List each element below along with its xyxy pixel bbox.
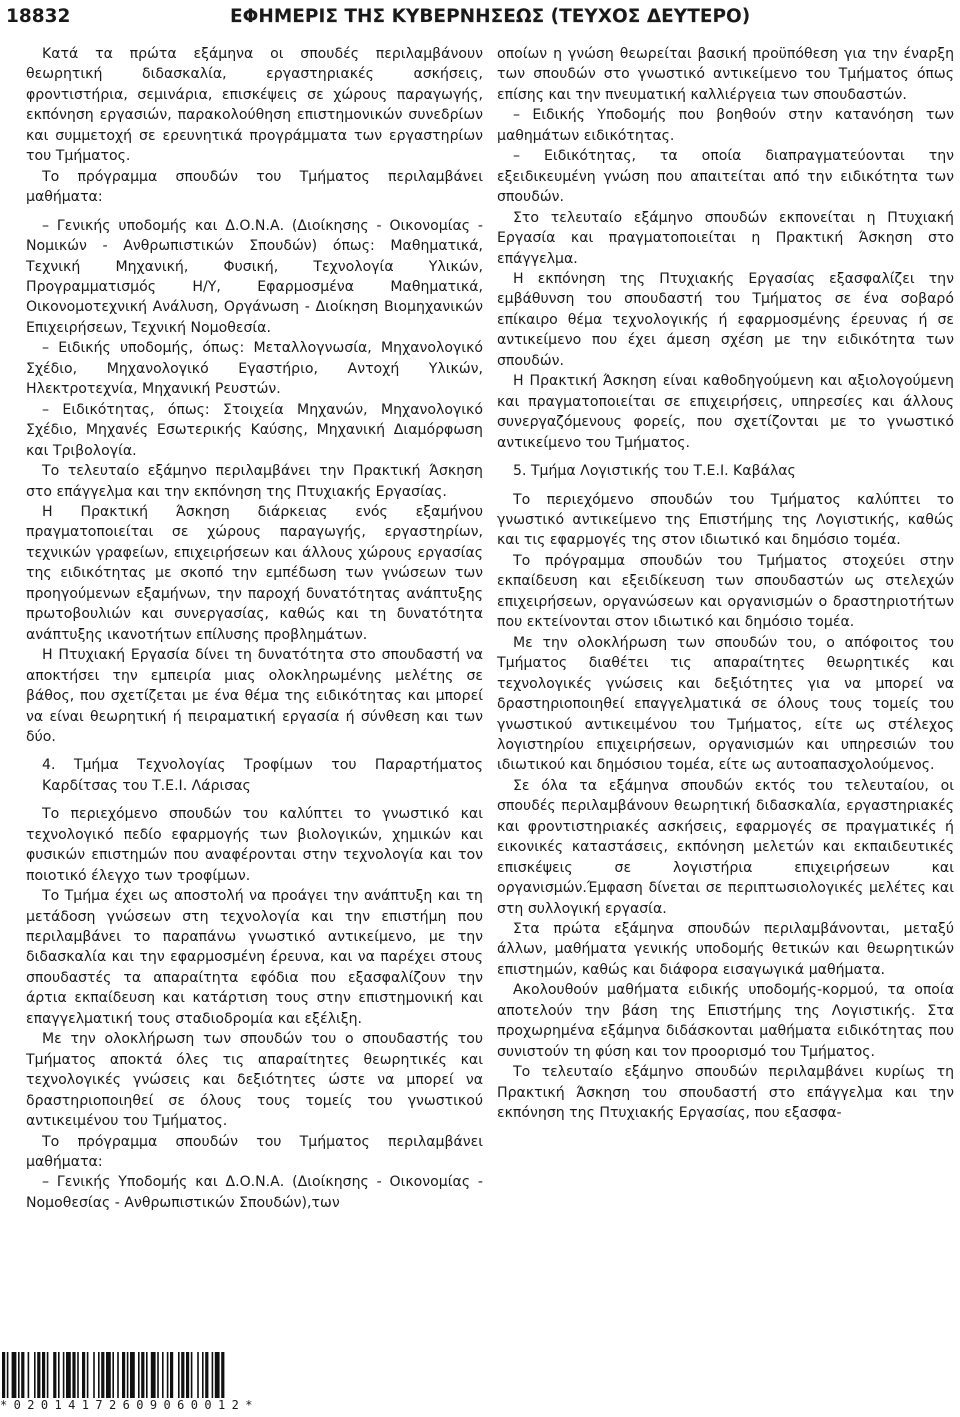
- paragraph: Η εκπόνηση της Πτυχιακής Εργασίας εξασφαλίζει την εμβάθυνση του σπουδαστή του Τμήματος σε ένα σοβαρό επίκαιρο θέμα τεχνολογικής ή εφαρμοσμένης έρευνας ή σε αντικείμενο που έχει άμεση σχέση με την ειδικότητα των σπουδών.: [497, 270, 954, 369]
- paragraph: Στα πρώτα εξάμηνα σπουδών περιλαμβάνονται, μεταξύ άλλων, μαθήματα γενικής υποδομής θετικών και θεωρητικών επιστημών, καθώς και διάφορα εισαγωγικά μαθήματα.: [497, 921, 954, 978]
- paragraph: Η Πρακτική Άσκηση είναι καθοδηγούμενη και αξιολογούμενη και πραγματοποιείται σε επιχειρήσεις, υπηρεσίες και άλλους συνεργαζόμενους φορείς, που σχετίζονται με το γνωστικό αντικείμενο του Τμήματος.: [497, 373, 954, 451]
- barcode-bar: [28, 1352, 30, 1398]
- barcode-bar: [47, 1352, 49, 1398]
- paragraph: Το πρόγραμμα σπουδών του Τμήματος περιλαμβάνει μαθήματα:: [26, 168, 483, 206]
- paragraph: – Ειδικότητας, όπως: Στοιχεία Μηχανών, Μηχανολογικό Σχέδιο, Μηχανές Εσωτερικής Καύσης, Μηχανική Διαμόρφωση και Τριβολογία.: [26, 401, 483, 459]
- barcode-bar: [205, 1352, 208, 1398]
- barcode-bar: [170, 1352, 173, 1398]
- barcode-bar: [2, 1352, 5, 1398]
- barcode-bar: [122, 1352, 125, 1398]
- barcode-bar: [212, 1352, 214, 1398]
- barcode-bar: [12, 1352, 17, 1398]
- page-header: [0, 0, 960, 40]
- paragraph: Το τελευταίο εξάμηνο σπουδών περιλαμβάνει κυρίως τη Πρακτική Άσκηση του σπουδαστή στο επάγγελμα και την εκπόνηση της Πτυχιακής Εργασίας, που εξασφα-: [497, 1064, 954, 1122]
- paragraph: Η Πρακτική Άσκηση διάρκειας ενός εξαμήνου πραγματοποιείται σε χώρους παραγωγής, εργαστηρίων, τεχνικών γραφείων, επιχειρήσεων και άλλους χώρους εργασίας της ειδικότητας με σκοπό την εμπέδωση των γνώσεων των προηγούμενων εξαμήνων, την παροχή δυνατότητας ανάπτυξης πρωτοβουλιών και συνεργασίας, καθώς και τη δυνατότητα ανάπτυξης ικανοτήτων επίλυσης προβλημάτων.: [26, 503, 483, 643]
- paragraph: – Ειδικής Υποδομής που βοηθούν στην κατανόηση των μαθημάτων ειδικότητας.: [497, 107, 954, 144]
- paragraph: Η Πτυχιακή Εργασία δίνει τη δυνατότητα στο σπουδαστή να αποκτήσει την εμπειρία μιας ολοκληρωμένης μελέτης σε βάθος, που σχετίζεται με ένα θέμα της ειδικότητας και μπορεί να είναι θεωρητική ή πειραματική εργασία ή σύνθεση και των δύο.: [26, 647, 483, 745]
- paragraph: Το περιεχόμενο σπουδών του καλύπτει το γνωστικό και τεχνολογικό πεδίο εφαρμογής των βιολογικών, χημικών και φυσικών επιστημών που αναφέρονται στην τεχνολογία και τον ποιοτικό έλεγχο των τροφίμων.: [26, 806, 483, 884]
- page-number: 18832: [6, 6, 71, 27]
- barcode-bar: [21, 1352, 24, 1398]
- barcode-bar: [112, 1352, 114, 1398]
- barcode-bar: [87, 1352, 89, 1398]
- paragraph: Το περιεχόμενο σπουδών του Τμήματος καλύπτει το γνωστικό αντικείμενο της Επιστήμης της Λογιστικής, καθώς και τις εφαρμογές της στον ιδιωτικό και δημόσιο τομέα.: [497, 491, 954, 549]
- barcode-bar: [141, 1352, 144, 1398]
- barcode-number: *02014172609060012*: [0, 1398, 259, 1412]
- paragraph: Σε όλα τα εξάμηνα σπουδών εκτός του τελευταίου, οι σπουδές περιλαμβάνουν θεωρητική διδασκαλία, εργαστηριακές και φροντιστηριακές ασκήσεις, εφαρμογές σε πραγματικές ή εικονικές καταστάσεις, εκπόνηση μελετών και εκπαιδευτικές επισκέψεις σε λογιστήρια επιχειρήσεων και οργανισμών.Έμφαση δίνεται σε περιπτωσιολογικές μελέτες και στη συλλογική εργασία.: [497, 777, 954, 917]
- barcode-bar: [202, 1352, 204, 1398]
- barcode-bar: [221, 1352, 224, 1398]
- paragraph: οποίων η γνώση θεωρείται βασική προϋπόθεση για την έναρξη των σπουδών στο γνωστικό αντικείμενο του Τμήματος όπως επίσης και την πνευματική καλλιέργεια των σπουδαστών.: [497, 46, 954, 103]
- barcode-bar: [37, 1352, 40, 1398]
- paragraph: – Ειδικής υποδομής, όπως: Μεταλλογνωσία, Μηχανολογικό Σχέδιο, Μηχανολογικό Εγαστήριο, Αντοχή Υλικών, Ηλεκτροτεχνία, Μηχανική Ρευστών.: [26, 340, 483, 398]
- barcode-bar: [106, 1352, 111, 1398]
- left-column: [26, 44, 483, 1213]
- paragraph: Το πρόγραμμα σπουδών του Τμήματος στοχεύει στην εκπαίδευση και εξειδίκευση των σπουδαστών ως στελεχών επιχειρήσεων, οργανώσεων και οργανισμών ο δραστηριοτήτων που εκτείνονται στον ιδιωτικό και δημόσιο τομέα.: [497, 552, 954, 631]
- barcode: [0, 1352, 310, 1417]
- paragraph: Ακολουθούν μαθήματα ειδικής υποδομής-κορμού, τα οποία αποτελούν την βάση της Επιστήμης της Λογιστικής. Στα προχωρημένα εξάμηνα διδάσκονται μαθήματα ειδικότητας που συνιστούν τη φύση και τον προορισμό του Τμήματος.: [497, 982, 954, 1060]
- paragraph: Κατά τα πρώτα εξάμηνα οι σπουδές περιλαμβάνουν θεωρητική διδασκαλία, εργαστηριακές ασκήσεις, φροντιστήρια, σεμινάρια, επισκέψεις σε χώρους παραγωγής, εκπόνηση εργασιών, παρακολούθηση επιστημονικών συνεδρίων και συμμετοχή σε ερευνητικά προγράμματα των εργαστηρίων του Τμήματος.: [26, 46, 483, 165]
- barcode-bar: [42, 1352, 45, 1398]
- barcode-bar: [181, 1352, 184, 1398]
- paragraph: Με την ολοκλήρωση των σπουδών του ο σπουδαστής του Τμήματος αποκτά όλες τις απαραίτητες θεωρητικές και τεχνολογικές γνώσεις και δεξιότητες ώστε να μπορεί να δραστηριοποιηθεί σε όλους τους τομείς του γνωστικού αντικειμένου του Τμήματος.: [26, 1031, 483, 1130]
- barcode-bar: [197, 1352, 199, 1398]
- barcode-bar: [93, 1352, 95, 1398]
- barcode-bar: [98, 1352, 100, 1398]
- paragraph: Με την ολοκλήρωση των σπουδών του, ο απόφοιτος του Τμήματος διαθέτει τις απαραίτητες θεωρητικές και τεχνολογικές γνώσεις και δεξιότητες για να μπορεί να δραστηριοποιηθεί επαγγελματικά σε όλους τους τομείς του γνωστικού αντικειμένου του Τμήματος, είτε ως στέλεχος λογιστηρίου επιχειρήσεων, οργανισμών και υπηρεσιών του ιδιωτικού και δημόσιου τομέα, είτε ως αυτοαπασχολούμενος.: [497, 634, 954, 774]
- barcode-bar: [117, 1352, 119, 1398]
- right-column: [497, 44, 954, 1124]
- barcode-bar: [82, 1352, 85, 1398]
- section-heading: 4. Τμήμα Τεχνολογίας Τροφίμων του Παραρτήματος Καρδίτσας του Τ.Ε.Ι. Λάρισας: [42, 757, 483, 794]
- barcode-bar: [18, 1352, 20, 1398]
- barcode-bar: [178, 1352, 180, 1398]
- barcode-bars: [0, 1352, 298, 1398]
- barcode-bar: [58, 1352, 60, 1398]
- section-heading: 5. Τμήμα Λογιστικής του Τ.Ε.Ι. Καβάλας: [513, 463, 796, 480]
- paragraph: – Ειδικότητας, τα οποία διαπραγματεύονται την εξειδικευμένη γνώση που απαιτείται από την ειδικότητα των σπουδών.: [497, 148, 954, 206]
- paragraph: – Γενικής Υποδομής και Δ.Ο.Ν.Α. (Διοίκησης - Οικονομίας - Νομοθεσίας - Ανθρωπιστικών Σπουδών),των: [26, 1174, 483, 1211]
- barcode-bar: [34, 1352, 36, 1398]
- barcode-bar: [215, 1352, 220, 1398]
- paragraph: Το Τμήμα έχει ως αποστολή να προάγει την ανάπτυξη και τη μετάδοση γνώσεων στη τεχνολογία και την επιστήμη που περιλαμβάνει το παραπάνω γνωστικό αντικείμενο, με την διδασκαλία και την εφαρμοσμένη έρευνα, και να παρέχει στους σπουδαστές τα απαραίτητα εφόδια που εξασφαλίζουν την άρτια εκπαίδευση και κατάρτιση τους στην επιστημονική και επαγγελματική τους σταδιοδρομία και εξέλιξη.: [26, 888, 483, 1027]
- barcode-bar: [162, 1352, 164, 1398]
- barcode-bar: [127, 1352, 129, 1398]
- barcode-bar: [101, 1352, 104, 1398]
- barcode-bar: [130, 1352, 135, 1398]
- barcode-bar: [157, 1352, 159, 1398]
- barcode-bar: [146, 1352, 148, 1398]
- barcode-bar: [77, 1352, 79, 1398]
- barcode-bar: [186, 1352, 189, 1398]
- barcode-bar: [66, 1352, 71, 1398]
- barcode-bar: [7, 1352, 9, 1398]
- paragraph: Το τελευταίο εξάμηνο περιλαμβάνει την Πρακτική Άσκηση στο επάγγελμα και την εκπόνηση της Πτυχιακής Εργασίας.: [26, 463, 483, 500]
- barcode-bar: [72, 1352, 75, 1398]
- paragraph: Στο τελευταίο εξάμηνο σπουδών εκπονείται η Πτυχιακή Εργασία και πραγματοποιείται η Πρακτική Άσκηση στο επάγγελμα.: [497, 209, 954, 267]
- paragraph: – Γενικής υποδομής και Δ.Ο.Ν.Α. (Διοίκησης - Οικονομίας - Νομικών - Ανθρωπιστικών Σπουδών) όπως: Μαθηματικά, Τεχνική Μηχανική, Φυσική, Τεχνολογία Υλικών, Προγραμματισμός Η/Υ, Εφαρμοσμένα Μαθηματικά, Οικονομοτεχνική Ανάλυση, Οργάνωση - Διοίκηση Βιομηχανικών Επιχειρήσεων, Τεχνική Νομοθεσία.: [26, 217, 483, 336]
- paragraph: Το πρόγραμμα σπουδών του Τμήματος περιλαμβάνει μαθήματα:: [26, 1133, 483, 1171]
- barcode-bar: [138, 1352, 140, 1398]
- barcode-bar: [167, 1352, 169, 1398]
- barcode-bar: [53, 1352, 56, 1398]
- barcode-bar: [151, 1352, 156, 1398]
- barcode-bar: [191, 1352, 193, 1398]
- barcode-bar: [63, 1352, 65, 1398]
- gazette-title: ΕΦΗΜΕΡΙΣ ΤΗΣ ΚΥΒΕΡΝΗΣΕΩΣ (ΤΕΥΧΟΣ ΔΕΥΤΕΡΟ): [230, 6, 751, 27]
